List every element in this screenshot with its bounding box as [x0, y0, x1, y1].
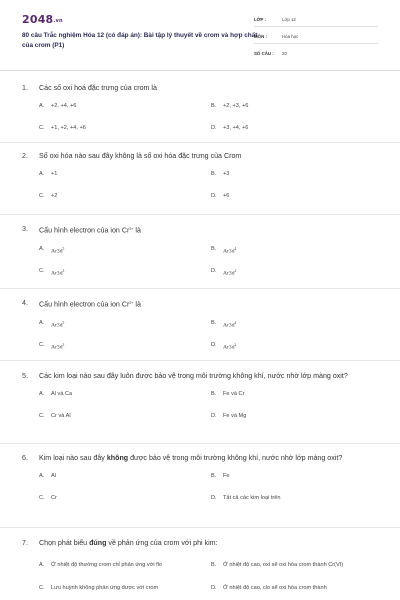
- meta-value: Hóa học: [282, 34, 299, 39]
- meta-subject-row: [254, 31, 378, 44]
- answer-option[interactable]: [211, 116, 383, 138]
- answer-option[interactable]: [39, 162, 211, 184]
- option-text: Cr: [51, 495, 57, 501]
- question-emphasis: đúng: [89, 539, 107, 547]
- question-text-part: Chọn phát biểu: [39, 539, 90, 547]
- answer-option[interactable]: [39, 486, 211, 508]
- option-text: [51, 319, 211, 330]
- answer-option[interactable]: [211, 549, 383, 571]
- option-letter: C.: [39, 125, 45, 131]
- option-letter: C.: [39, 585, 45, 591]
- option-text: [223, 341, 383, 352]
- meta-panel: [254, 14, 378, 65]
- question-number: 3.: [22, 225, 28, 233]
- option-formula: Ar3d: [51, 322, 63, 328]
- question-number: 4.: [22, 299, 28, 307]
- question-emphasis: không: [106, 454, 129, 462]
- option-letter: D.: [211, 267, 217, 274]
- option-text: Al và Ca: [51, 391, 73, 397]
- answer-option[interactable]: [39, 549, 211, 571]
- answer-option[interactable]: [211, 184, 383, 206]
- option-letter: D.: [211, 125, 217, 131]
- option-letter: C.: [39, 495, 45, 501]
- answer-option[interactable]: [211, 571, 383, 593]
- option-formula: Ar3d: [51, 248, 63, 254]
- option-text: Fe và Cr: [223, 391, 245, 397]
- option-formula: Ar3d: [223, 344, 235, 350]
- answer-option[interactable]: [39, 116, 211, 138]
- question-item: [0, 143, 400, 215]
- option-formula: Ar3d: [51, 344, 63, 350]
- option-letter: B.: [211, 391, 217, 397]
- answer-option[interactable]: [39, 571, 211, 593]
- option-letter: B.: [211, 319, 217, 326]
- logo-suffix: .vn: [53, 18, 63, 24]
- option-text: [51, 341, 211, 352]
- question-text: [39, 453, 378, 464]
- option-text: +3: [223, 171, 230, 177]
- option-letter: A.: [39, 103, 45, 109]
- meta-class-row: [254, 14, 378, 27]
- answer-option[interactable]: [211, 162, 383, 184]
- option-text: [223, 267, 383, 278]
- option-letter: B.: [211, 561, 217, 568]
- answer-option[interactable]: [39, 333, 211, 355]
- answer-option[interactable]: [211, 311, 383, 333]
- option-letter: A.: [39, 245, 45, 252]
- question-number: 5.: [22, 372, 28, 380]
- option-letter: A.: [39, 473, 45, 479]
- option-formula: Ar3d: [223, 270, 235, 276]
- option-superscript: 5: [62, 320, 65, 325]
- option-superscript: 4: [234, 246, 237, 251]
- option-letter: C.: [39, 413, 45, 419]
- answer-option[interactable]: [211, 237, 383, 259]
- meta-key: MÔN :: [254, 34, 267, 39]
- option-letter: B.: [211, 245, 217, 252]
- option-letter: D.: [211, 193, 217, 199]
- logo-text: 2048: [22, 13, 54, 26]
- option-text: Fe và Mg: [223, 413, 247, 419]
- option-text: Fe: [223, 473, 230, 479]
- answer-option[interactable]: [211, 382, 383, 404]
- answer-option[interactable]: [39, 404, 211, 426]
- option-text: Ở nhiệt độ cao, clo sẽ oxi hóa crom thành: [223, 585, 327, 591]
- question-text-part: là: [133, 226, 141, 235]
- option-superscript: 2: [234, 342, 237, 347]
- answer-option[interactable]: [39, 259, 211, 281]
- answer-option[interactable]: [39, 94, 211, 116]
- question-text-part: được bảo vệ trong môi trường không khí, nước nhờ lớp màng oxit?: [128, 454, 343, 462]
- option-letter: D.: [211, 585, 217, 591]
- option-superscript: 3: [62, 268, 65, 273]
- question-item: [0, 78, 400, 143]
- option-text: +1: [51, 171, 58, 177]
- option-text: +2, +3, +6: [223, 103, 249, 109]
- answer-option[interactable]: [39, 311, 211, 333]
- question-number: 7.: [22, 539, 28, 547]
- answer-option[interactable]: [39, 464, 211, 486]
- answer-option[interactable]: [39, 237, 211, 259]
- question-item: [0, 215, 400, 289]
- option-letter: D.: [211, 495, 217, 501]
- ion-charge: 3+: [129, 227, 134, 231]
- option-letter: A.: [39, 171, 45, 177]
- option-text: [51, 267, 211, 278]
- answer-option[interactable]: [211, 259, 383, 281]
- meta-value: Lớp 12: [282, 17, 296, 22]
- option-text: +1, +2, +4, +6: [51, 125, 86, 131]
- question-text: Số oxi hóa nào sau đây không là số oxi hóa đặc trưng của Crom: [39, 152, 242, 160]
- option-formula: Ar3d: [51, 270, 63, 276]
- ion-charge: 2+: [129, 301, 134, 305]
- option-text: Ở nhiệt độ thường crom chỉ phản ứng với flo: [51, 561, 163, 568]
- question-text-part: Kim loại nào sau đây: [39, 454, 107, 462]
- option-formula: Ar3d: [223, 322, 235, 328]
- option-letter: D.: [211, 341, 217, 348]
- question-text-part: Cấu hình electron của ion Cr: [39, 226, 130, 235]
- option-letter: C.: [39, 341, 45, 348]
- site-logo[interactable]: [22, 13, 63, 26]
- meta-key: SỐ CÂU :: [254, 51, 274, 56]
- option-letter: C.: [39, 267, 45, 274]
- option-superscript: 3: [62, 342, 65, 347]
- option-text: [223, 245, 383, 256]
- question-item: [0, 528, 400, 600]
- header-divider: [0, 70, 400, 71]
- option-text: [51, 245, 211, 256]
- option-text: Cr và Al: [51, 413, 71, 419]
- question-item: [0, 361, 400, 444]
- question-text-part: về phản ứng của crom với phi kim:: [106, 539, 218, 547]
- question-text-part: Cấu hình electron của ion Cr: [39, 300, 130, 309]
- page-title: 80 câu Trắc nghiệm Hóa 12 (có đáp án): Bài tập lý thuyết về crom và hợp chất của crom (P1): [22, 32, 258, 49]
- option-text: +2, +4, +6: [51, 103, 77, 109]
- question-number: 1.: [22, 84, 28, 92]
- answer-option[interactable]: [39, 382, 211, 404]
- option-text: +2: [51, 193, 58, 199]
- answer-option[interactable]: [211, 464, 383, 486]
- question-text: [39, 224, 378, 237]
- option-letter: B.: [211, 171, 217, 177]
- option-text: +3, +4, +6: [223, 125, 249, 131]
- question-item: [0, 444, 400, 528]
- meta-key: LỚP :: [254, 17, 266, 22]
- option-letter: D.: [211, 413, 217, 419]
- option-text: Al: [51, 473, 56, 479]
- option-text: [223, 319, 383, 330]
- question-text-part: là: [133, 300, 141, 309]
- meta-value: 20: [282, 51, 287, 56]
- answer-option[interactable]: [211, 486, 383, 508]
- option-letter: A.: [39, 319, 45, 326]
- question-text: [39, 538, 378, 549]
- option-text: Ở nhiệt độ cao, oxi sẽ oxi hóa crom thành Cr(VI): [223, 561, 344, 568]
- option-letter: A.: [39, 561, 45, 568]
- question-text: Các số oxi hoá đặc trưng của crom là: [39, 84, 157, 92]
- page-header: [0, 0, 400, 64]
- answer-option[interactable]: [211, 94, 383, 116]
- option-superscript: 2: [234, 268, 237, 273]
- option-letter: C.: [39, 193, 45, 199]
- option-text: +6: [223, 193, 230, 199]
- meta-count-row: [254, 48, 378, 61]
- answer-option[interactable]: [211, 404, 383, 426]
- question-number: 2.: [22, 152, 28, 160]
- option-text: Lưu huỳnh không phản ứng được với crom: [51, 585, 159, 591]
- question-text: [39, 298, 378, 311]
- option-letter: B.: [211, 473, 217, 479]
- question-list: [0, 78, 400, 600]
- option-letter: A.: [39, 391, 45, 397]
- option-superscript: 5: [62, 246, 65, 251]
- option-superscript: 4: [234, 320, 237, 325]
- option-formula: Ar3d: [223, 248, 235, 254]
- question-number: 6.: [22, 454, 28, 462]
- answer-option[interactable]: [39, 184, 211, 206]
- question-text: Các kim loại nào sau đây luôn được bảo vệ trong môi trường không khí, nước nhờ lớp màng oxit?: [39, 372, 348, 380]
- option-letter: B.: [211, 103, 217, 109]
- question-item: [0, 289, 400, 361]
- answer-option[interactable]: [211, 333, 383, 355]
- option-text: Tất cả các kim loại trên: [223, 495, 281, 501]
